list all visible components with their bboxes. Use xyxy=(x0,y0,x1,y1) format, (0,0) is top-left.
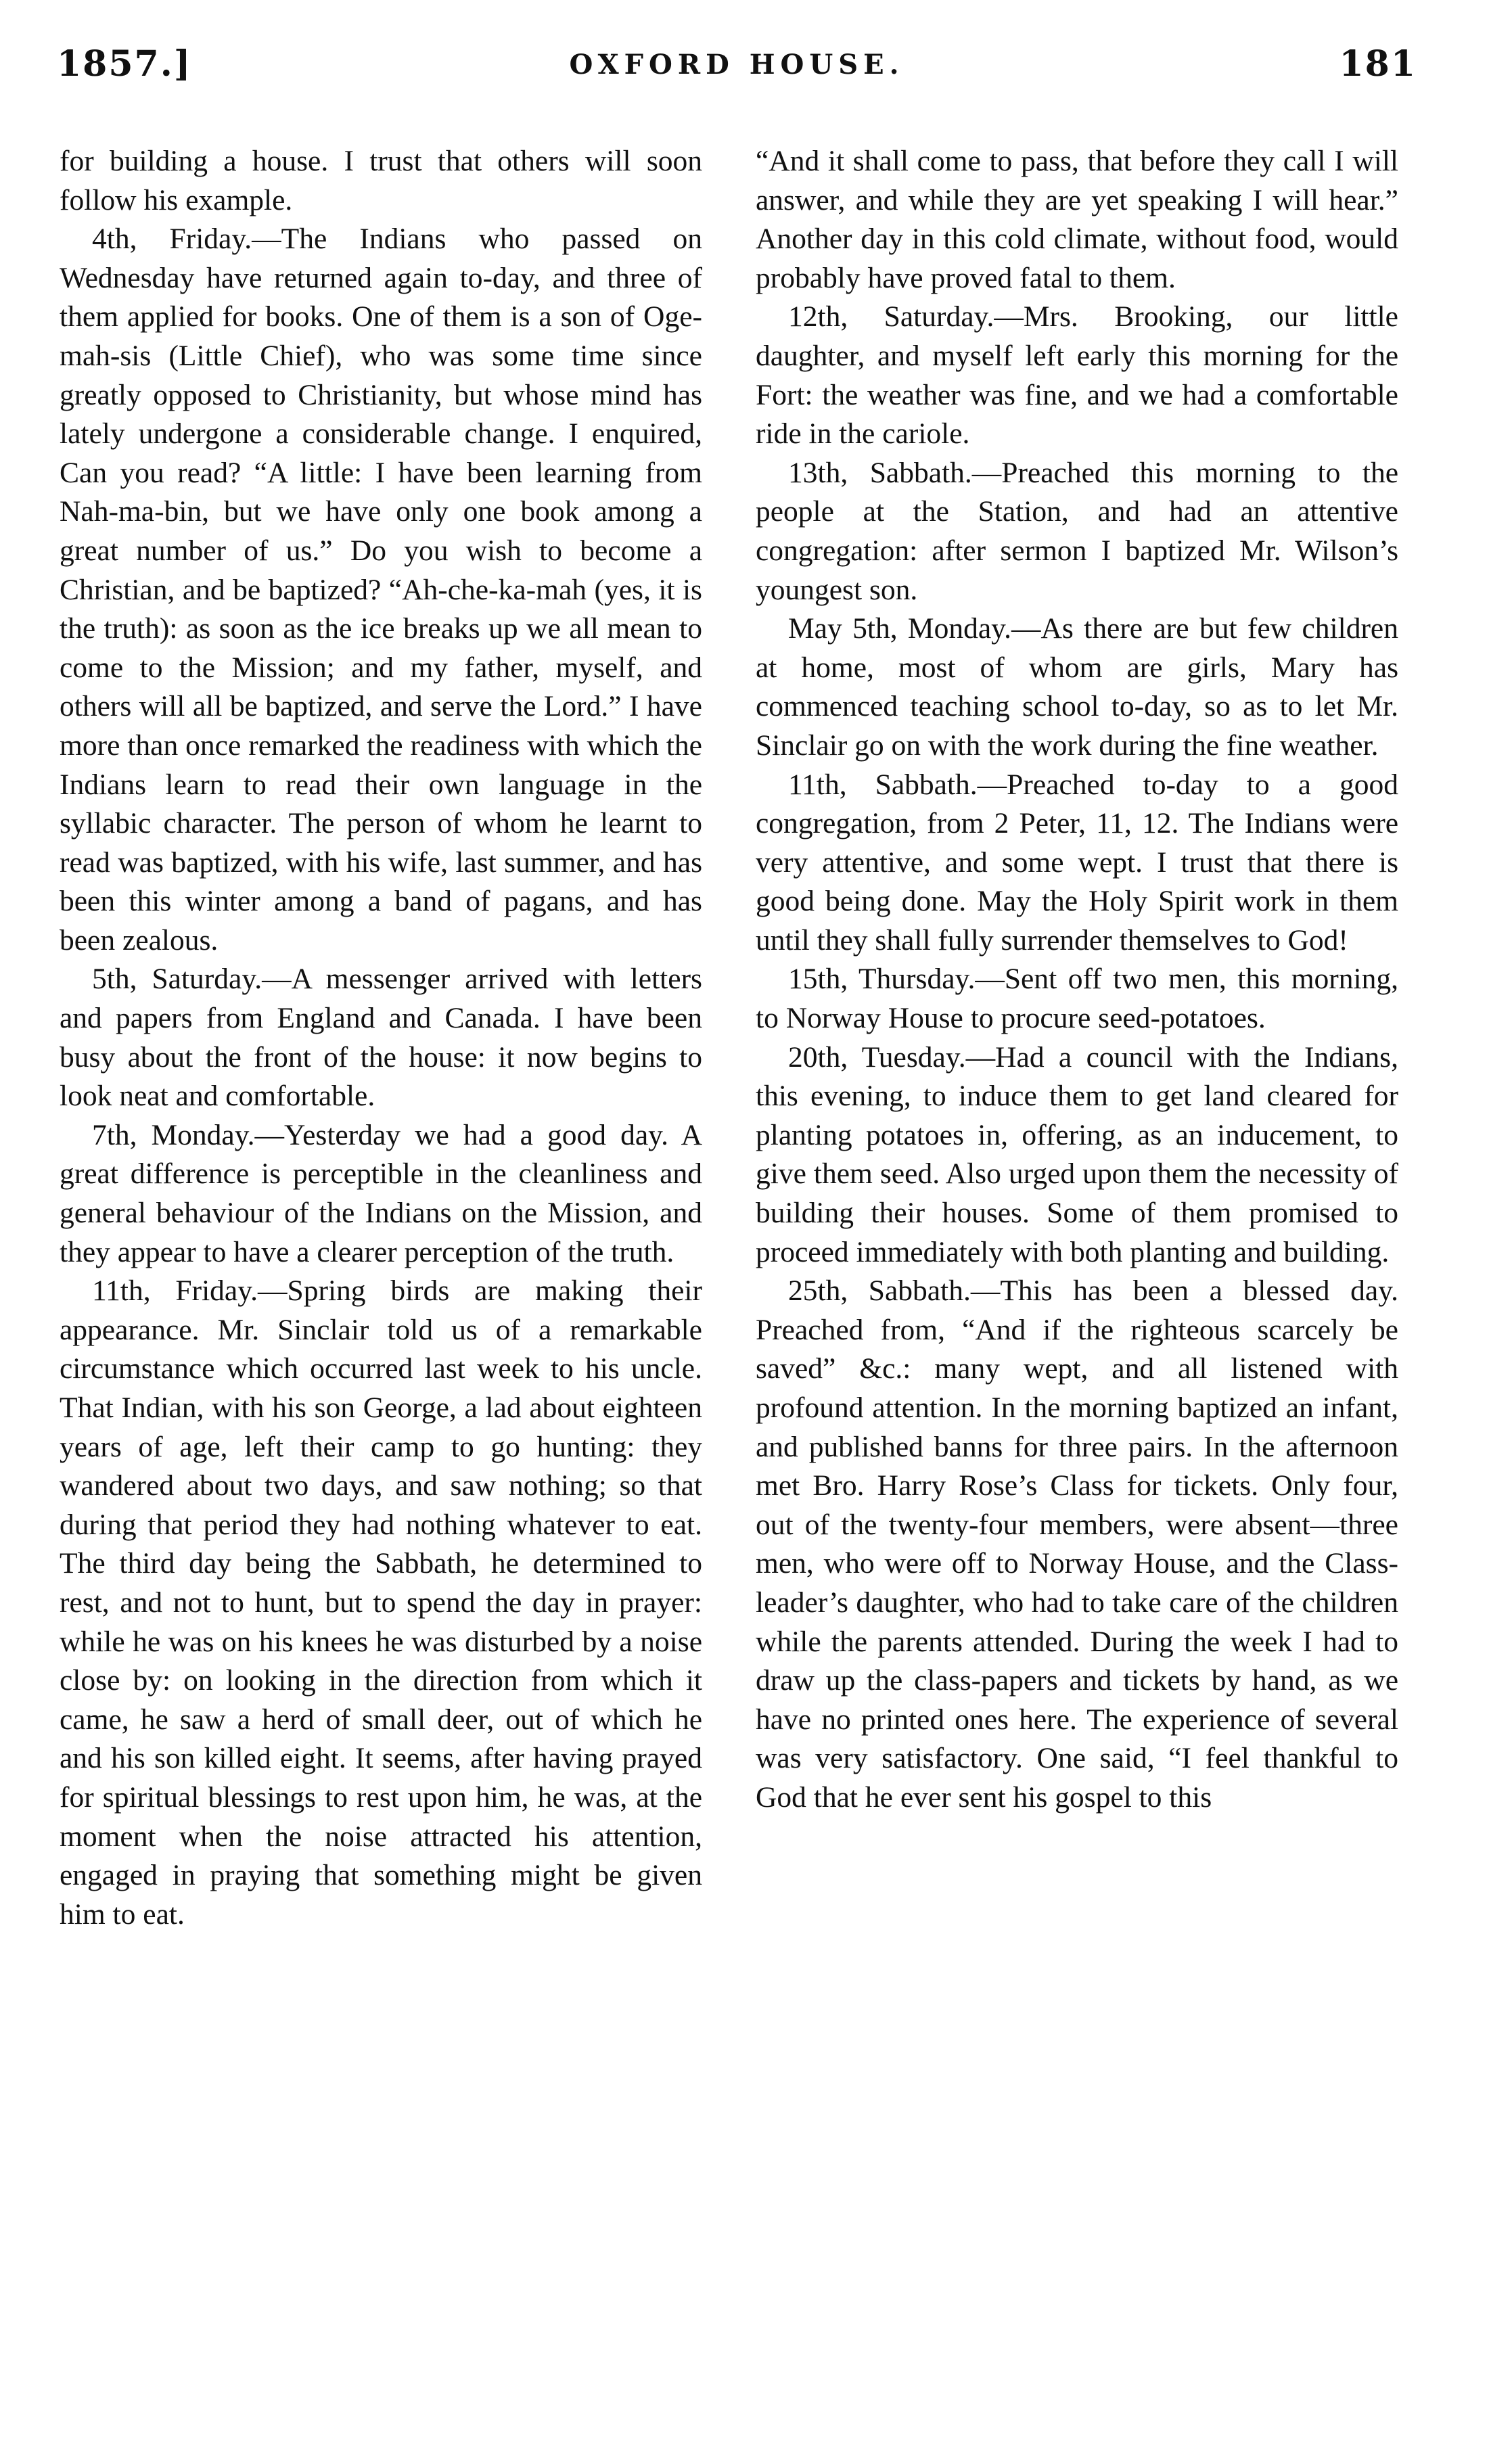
page-number: 181 xyxy=(1339,43,1417,85)
running-title: OXFORD HOUSE. xyxy=(569,49,904,80)
right-column xyxy=(756,142,1398,1818)
paragraph: May 5th, Monday.—As there are but few children at home, most of whom are girls, Mary has commenced teaching school to-day, so as to let Mr. Sinclair go on with the work during the fine weather. xyxy=(756,612,1398,762)
page-header xyxy=(57,43,1417,104)
paragraph: 11th, Friday.—Spring birds are making their appearance. Mr. Sinclair told us of a remarkable circumstance which occurred last week to his uncle. That Indian, with his son George, a lad about eighteen years of age, left their camp to go hunting: they wandered about two days, and saw nothing; so that during that period they had nothing whatever to eat. The third day being the Sabbath, he determined to rest, and not to hunt, but to spend the day in prayer: while he was on his knees he was disturbed by a noise close by: on looking in the direction from which it came, he saw a herd of small deer, out of which he and his son killed eight. It seems, after having prayed for spiritual blessings to rest upon him, he was, at the moment when the noise attracted his attention, engaged in praying that something might be given him to eat. xyxy=(60,1274,702,1931)
header-year: 1857.] xyxy=(57,43,192,85)
paragraph: 15th, Thursday.—Sent off two men, this morning, to Norway House to procure seed-potatoes. xyxy=(756,963,1398,1035)
paragraph: 11th, Sabbath.—Preached to-day to a good congregation, from 2 Peter, 11, 12. The Indians were very attentive, and some wept. I trust that there is good being done. May the Holy Spirit work in them until they shall fully surrender themselves to God! xyxy=(756,768,1398,957)
paragraph: 13th, Sabbath.—Preached this morning to the people at the Station, and had an attentive congregation: after sermon I baptized Mr. Wilson’s youngest son. xyxy=(756,456,1398,606)
paragraph: 5th, Saturday.—A messenger arrived with letters and papers from England and Canada. I have been busy about the front of the house: it now begins to look neat and comfortable. xyxy=(60,963,702,1113)
paragraph: for building a house. I trust that others will soon follow his example. xyxy=(60,145,702,216)
paragraph: 12th, Saturday.—Mrs. Brooking, our little daughter, and myself left early this morning for the Fort: the weather was fine, and we had a comfortable ride in the cariole. xyxy=(756,300,1398,451)
paragraph: “And it shall come to pass, that before they call I will answer, and while they are yet speaking I will hear.” Another day in this cold climate, without food, would probably have proved fatal to them. xyxy=(756,145,1398,294)
paragraph: 25th, Sabbath.—This has been a blessed day. Preached from, “And if the righteous scarcely be saved” &c.: many wept, and all listened with profound attention. In the morning baptized an infant, and published banns for three pairs. In the afternoon met Bro. Harry Rose’s Class for tickets. Only four, out of the twenty-four members, were absent—three men, who were off to Norway House, and the Class-leader’s daughter, who had to take care of the children while the parents attended. During the week I had to draw up the class-papers and tickets by hand, as we have no printed ones here. The experience of several was very satisfactory. One said, “I feel thankful to God that he ever sent his gospel to this xyxy=(756,1274,1398,1814)
paragraph: 4th, Friday.—The Indians who passed on Wednesday have returned again to-day, and three of them applied for books. One of them is a son of Oge-mah-sis (Little Chief), who was some time since greatly opposed to Christianity, but whose mind has lately undergone a considerable change. I enquired, Can you read? “A little: I have been learning from Nah-ma-bin, but we have only one book among a great number of us.” Do you wish to become a Christian, and be baptized? “Ah-che-ka-mah (yes, it is the truth): as soon as the ice breaks up we all mean to come to the Mission; and my father, myself, and others will all be baptized, and serve the Lord.” I have more than once remarked the readiness with which the Indians learn to read their own language in the syllabic character. The person of whom he learnt to read was baptized, with his wife, last summer, and has been this winter among a band of pagans, and has been zealous. xyxy=(60,223,702,957)
paragraph: 20th, Tuesday.—Had a council with the Indians, this evening, to induce them to get land cleared for planting potatoes in, offering, as an inducement, to give them seed. Also urged upon them the necessity of building their houses. Some of them promised to proceed immediately with both planting and building. xyxy=(756,1040,1398,1268)
paragraph: 7th, Monday.—Yesterday we had a good day. A great difference is perceptible in the cleanliness and general behaviour of the Indians on the Mission, and they appear to have a clearer perception of the truth. xyxy=(60,1118,702,1268)
left-column xyxy=(60,142,702,1934)
